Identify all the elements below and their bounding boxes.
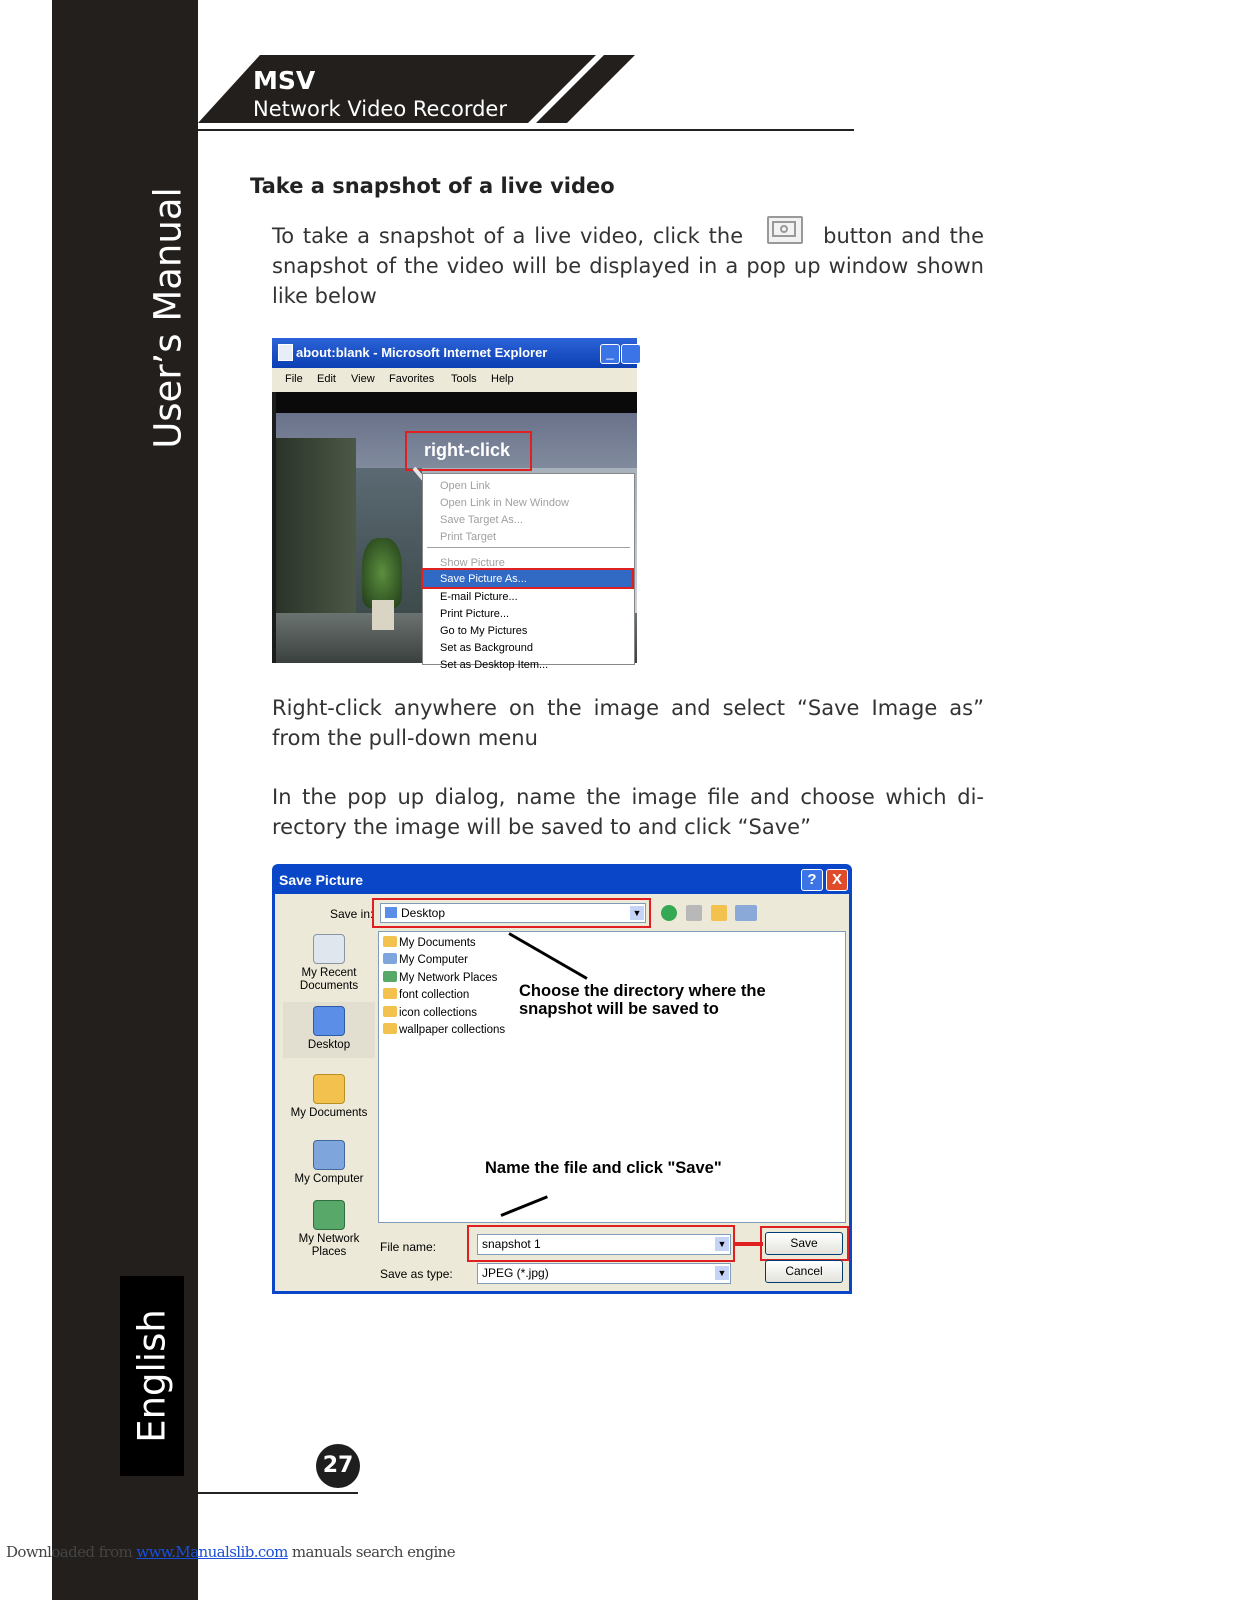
file-name-highlight [467, 1225, 735, 1262]
header-rule [198, 129, 854, 131]
recent-documents-icon [313, 934, 345, 964]
file-list [378, 931, 846, 1223]
place-my-documents-label: My Documents [290, 1107, 368, 1119]
save-in-value: Desktop [401, 906, 446, 920]
place-network-label: My Network Places [298, 1233, 360, 1258]
annotation-arrow-save [733, 1242, 763, 1246]
save-dialog-screenshot [272, 864, 852, 1294]
intro-text-end: button and the snapshot of the video will be displayed in a pop up window shown like below [272, 224, 984, 308]
ctx-item-desktop-item: Set as Desktop Item... [440, 659, 549, 671]
download-prefix: Downloaded from [6, 1543, 133, 1561]
place-recent [283, 934, 375, 993]
manual-title: User’s Manual [146, 187, 190, 449]
video-plant-pot [372, 600, 394, 630]
minimize-icon: _ [600, 344, 620, 364]
ctx-item-my-pictures: Go to My Pictures [440, 625, 528, 637]
save-in-label: Save in: [330, 907, 374, 921]
views-menu-icon [735, 905, 757, 921]
file-item [383, 988, 469, 1001]
product-name: Network Video Recorder [253, 97, 507, 121]
ctx-item-open-new-window: Open Link in New Window [440, 497, 570, 509]
file-name-label: File name: [380, 1240, 437, 1254]
intro-text-start: To take a snapshot of a live video, click the [272, 224, 744, 248]
file-item-label: My Documents [399, 937, 476, 949]
maximize-icon [621, 344, 641, 364]
ctx-item-show-picture: Show Picture [440, 557, 505, 569]
place-desktop-label: Desktop [307, 1039, 351, 1051]
file-item [383, 1006, 477, 1019]
place-my-computer-label: My Computer [294, 1173, 364, 1185]
page-number: 27 [316, 1444, 360, 1488]
annotation-arrow-name [500, 1195, 547, 1217]
ctx-item-email-picture: E-mail Picture... [440, 591, 518, 603]
right-click-paragraph: Right-click anywhere on the image and select “Save Image as” from the pull-down menu [272, 696, 984, 750]
help-icon: ? [801, 869, 823, 891]
context-menu-separator [427, 547, 630, 548]
save-in-highlight [372, 898, 651, 928]
folder-icon [383, 1023, 397, 1034]
place-recent-label: My Recent Documents [299, 967, 359, 992]
ie-window-title: about:blank - Microsoft Internet Explorer [296, 345, 548, 360]
ie-screenshot [272, 338, 637, 671]
chevron-down-icon: ▼ [715, 1266, 729, 1280]
video-plant [362, 538, 402, 608]
file-item-label: My Network Places [399, 972, 498, 984]
up-folder-icon [686, 905, 702, 921]
ctx-item-save-picture: Save Picture As... [440, 573, 527, 585]
file-item-label: wallpaper collections [399, 1024, 506, 1036]
my-documents-icon [313, 1074, 345, 1104]
document-icon [278, 344, 293, 361]
menu-favorites: Favorites [389, 373, 435, 385]
close-icon: X [826, 869, 848, 891]
menu-view: View [351, 373, 375, 385]
file-item-label: My Computer [399, 954, 469, 966]
save-type-label: Save as type: [380, 1267, 453, 1281]
annotation-name-file: Name the file and click "Save" [485, 1159, 722, 1177]
menu-file: File [285, 373, 303, 385]
annotation-directory: Choose the directory where the snapshot will be saved to [519, 982, 766, 1018]
desktop-icon [313, 1006, 345, 1036]
manualslib-link[interactable]: www.Manualslib.com [136, 1543, 288, 1561]
ctx-item-print-target: Print Target [440, 531, 497, 543]
file-item [383, 953, 468, 966]
file-item-label: font collection [399, 989, 470, 1001]
section-title: Take a snapshot of a live video [250, 174, 615, 198]
cancel-button: Cancel [765, 1260, 843, 1283]
file-item [383, 971, 497, 984]
brand-name: MSV [253, 66, 316, 95]
footer-rule [198, 1492, 358, 1494]
dialog-body [275, 894, 849, 1291]
chevron-down-icon: ▼ [630, 906, 644, 920]
save-dialog-paragraph: In the pop up dialog, name the image file and choose which di-rectory the image will be saved to and click “Save” [272, 785, 984, 839]
language-label: English [130, 1309, 174, 1443]
place-network [283, 1200, 375, 1259]
chevron-down-icon: ▼ [715, 1237, 729, 1251]
my-computer-icon [313, 1140, 345, 1170]
place-desktop [283, 1002, 375, 1058]
ctx-item-save-target: Save Target As... [440, 514, 523, 526]
save-type-value: JPEG (*.jpg) [482, 1266, 549, 1280]
network-places-icon [313, 1200, 345, 1230]
right-click-callout: right-click [424, 440, 511, 460]
file-item [383, 1023, 505, 1036]
menu-edit: Edit [317, 373, 336, 385]
ie-menubar [272, 368, 637, 392]
file-item-label: icon collections [399, 1007, 477, 1019]
folder-icon [383, 988, 397, 999]
menu-tools: Tools [451, 373, 477, 385]
back-icon [661, 905, 677, 921]
ie-titlebar [272, 338, 637, 368]
folder-icon [383, 936, 397, 947]
network-icon [383, 971, 397, 982]
file-item [383, 936, 476, 949]
place-my-documents [283, 1074, 375, 1120]
annotation-arrow-directory [508, 932, 587, 980]
place-my-computer [283, 1140, 375, 1186]
dialog-title: Save Picture [279, 872, 364, 888]
context-menu [422, 473, 635, 671]
new-folder-icon [711, 905, 727, 921]
snapshot-camera-icon [767, 216, 803, 244]
save-type-select [477, 1263, 731, 1284]
file-name-value: snapshot 1 [482, 1237, 541, 1251]
places-bar [283, 930, 369, 1282]
computer-icon [383, 953, 397, 964]
save-button-highlight [760, 1226, 849, 1261]
ctx-item-print-picture: Print Picture... [440, 608, 510, 620]
download-note [6, 1543, 455, 1561]
folder-icon [383, 1006, 397, 1017]
ctx-item-open-link: Open Link [440, 480, 491, 492]
menu-help: Help [491, 373, 514, 385]
save-button: Save [765, 1232, 843, 1255]
download-suffix: manuals search engine [291, 1543, 455, 1561]
intro-paragraph [272, 216, 984, 311]
ctx-item-set-background: Set as Background [440, 642, 533, 654]
